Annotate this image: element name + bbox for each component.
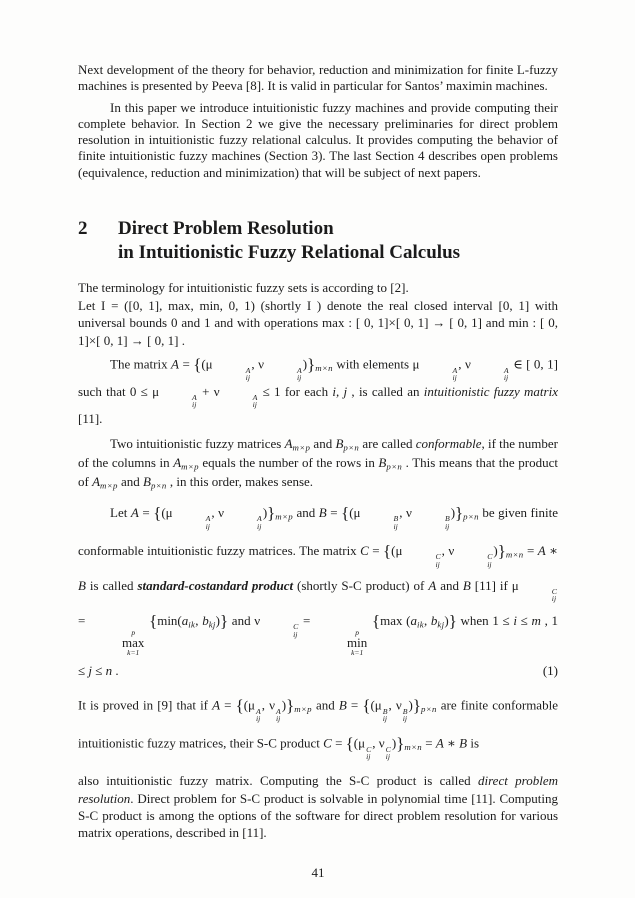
paragraph-interval-definition: Let I = ([0, 1], max, min, 0, 1) (shortly I ) denote the real closed interval [0, 1] with universal bounds 0 and 1 and with operations max : [ 0, 1]×[ 0, 1] → [ 0, 1] and min : [ 0, 1]×[ 0, 1] → [ 0, 1] .: [78, 297, 558, 348]
section-title: [118, 217, 460, 266]
paragraph-direct-problem: also intuitionistic fuzzy matrix. Computing the S-C product is called direct problem resolution. Direct problem for S-C product is solvable in polynomial time [11]. Computing S-C product is among the options of the software for direct problem resolution for various matrix operations, described in [11].: [78, 773, 558, 840]
paragraph-intro: In this paper we introduce intuitionistic fuzzy machines and provide computing their complete behavior. In Section 2 we give the necessary preliminaries for direct problem resolution in intuitionistic fuzzy relational calculus. It provides computing the behavior of finite intuitionistic fuzzy machines (Section 3). The last Section 4 describes open problems (equivalence, reduction and minimization) that will be subject of next papers.: [78, 99, 558, 180]
section-title-line2: in Intuitionistic Fuzzy Relational Calculus: [118, 242, 461, 264]
equation-number: (1): [542, 663, 558, 679]
section-title-line1: Direct Problem Resolution: [118, 217, 334, 239]
section-number: 2: [78, 217, 88, 239]
paragraph-proved-result: It is proved in [9] that if A = {(μ A ij , ν A ij )}$_{m\times p}$ and B = {(μ B ij , ν B ij )}$_{p\times n}$ are finite conformable intuitionistic fuzzy matrices, their S-C product C = {(μ C ij , ν C ij )}$_{m\times n} = A$ ∗ B is: [78, 696, 558, 762]
paragraph-peeva: Next development of the theory for behavior, reduction and minimization for finite L-fuzzy machines is presented by Peeva [8]. It is valid in particular for Santos’ maximin machines.: [78, 62, 558, 94]
paragraph-sc-product-definition: [78, 495, 558, 686]
paragraph-terminology: The terminology for intuitionistic fuzzy sets is according to [2].: [78, 280, 409, 296]
page-number: 41: [311, 864, 325, 880]
paragraph-matrix-definition: The matrix A = {(μ A ij , ν A ij )}$_{m\times n}$ with elements μ A ij , ν A ij ∈ [ 0, 1] such that 0 ≤ μ A ij + ν A ij ≤ 1 for each i, j , is called an intuitionistic fuzzy matrix [11].: [78, 355, 558, 426]
section-heading: [78, 217, 558, 266]
paragraph-conformable-definition: Two intuitionistic fuzzy matrices $A_{m\times p}$ and $B_{p\times n}$ are called conformable, if the number of the columns in $A_{m\times p}$ equals the number of the rows in $B_{p\times n}$ . This means that the product of $A_{m\times p}$ and $B_{p\times n}$ , in this order, makes sense.: [78, 435, 559, 491]
text-block: [78, 62, 558, 881]
sc-product-runs: Let A = {(μ A ij , ν A ij )}$_{m\times p}$ and B = {(μ B ij , ν B ij )}$_{p\times n}$ be given finite conformable intuitionistic fuzzy matrices. The matrix C = {(μ C ij , ν C ij )}$_{m\times n} = A$ ∗ B is called standard-costandard product (shortly S-C product) of A and B [11] if μ C ij = p max k=1 {$\min(a_{ik}$, $b_{kj}$)} and ν C ij = p min k=1 {max ($a_{ik}$, $b_{kj}$)} when 1 ≤ i ≤ m , 1 ≤ j ≤ n .: [78, 503, 559, 679]
